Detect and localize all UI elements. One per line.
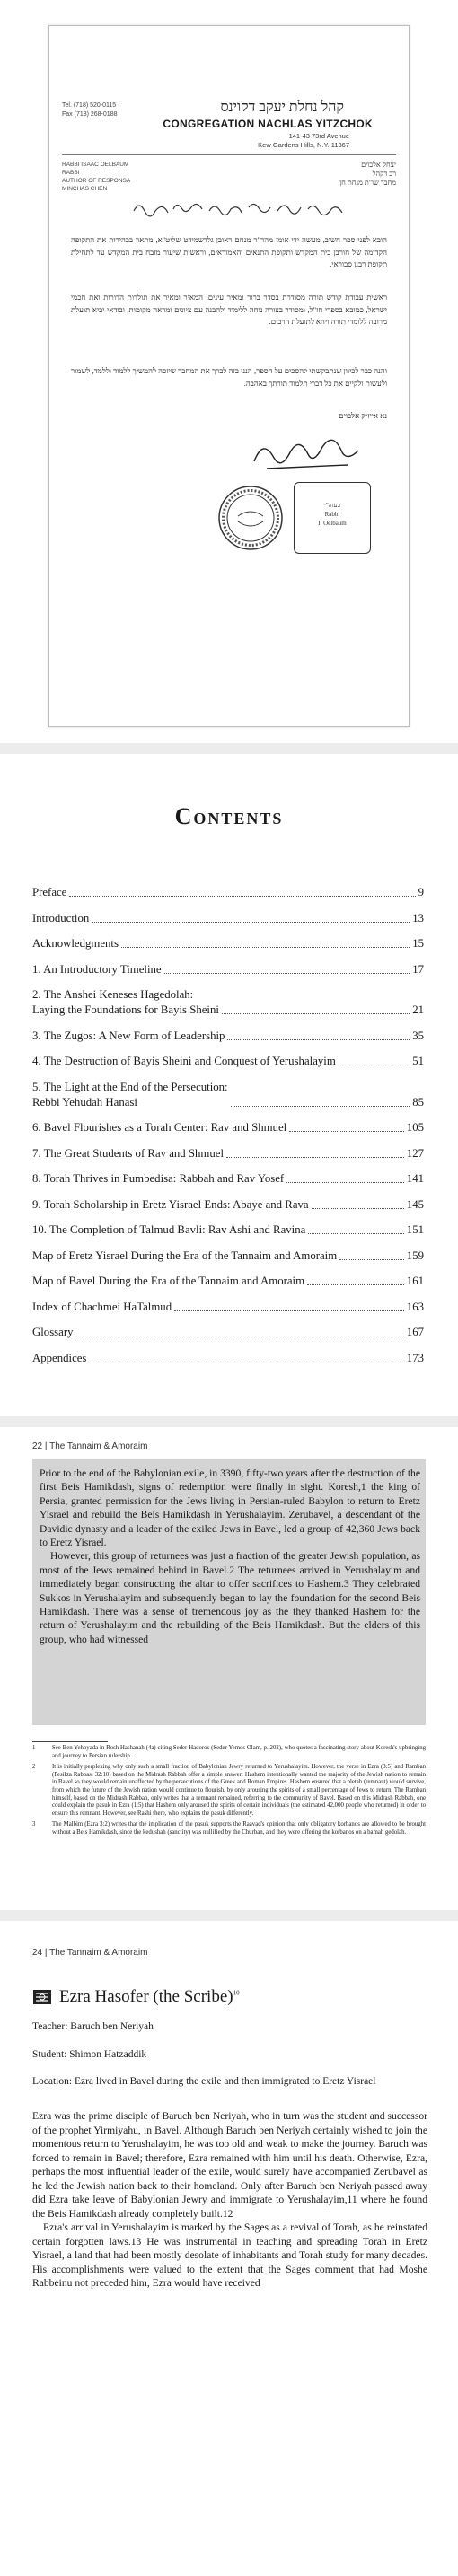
toc-item-title: Preface [32, 886, 67, 898]
toc-item-title: 5. The Light at the End of the Persecution: Rebbi Yehudah Hanasi [32, 1080, 228, 1108]
letterhead-rule [62, 154, 396, 155]
toc-item-title: Appendices [32, 1351, 87, 1364]
toc-leader-dots [92, 922, 410, 923]
contents-list [32, 885, 424, 1376]
toc-item [32, 936, 424, 951]
footnote-number: 2 [32, 1764, 36, 1771]
toc-item [32, 1274, 424, 1289]
toc-item-title: Map of Bavel During the Era of the Tannaim and Amoraim [32, 1275, 305, 1287]
letterhead-hebrew-name: קהל נחלת יעקב דקוינס [220, 100, 344, 115]
toc-item-title: 8. Torah Thrives in Pumbedisa: Rabbah and Rav Yosef [32, 1172, 285, 1185]
toc-item-title: 9. Torah Scholarship in Eretz Yisrael Ends: Abaye and Rava [32, 1197, 309, 1211]
toc-page-number: 13 [412, 911, 424, 924]
footnote-rule [32, 1741, 108, 1742]
toc-leader-dots [307, 1284, 404, 1285]
page-gap [0, 743, 458, 754]
handwritten-date-line [130, 195, 360, 222]
toc-item-title: Map of Eretz Yisrael During the Era of the Tannaim and Amoraim [32, 1249, 338, 1262]
toc-page-number: 161 [406, 1275, 424, 1287]
toc-leader-dots [286, 1182, 404, 1183]
approbation-letter-page [0, 0, 458, 743]
letterhead-rabbi-hebrew: יצחק אלבוים רב דקהל מחבר שו"ת מנחת חן [339, 161, 396, 187]
toc-leader-dots [231, 1106, 410, 1107]
toc-page-number: 141 [406, 1172, 424, 1185]
footnote [32, 1745, 426, 1760]
toc-item-title: 10. The Completion of Talmud Bavli: Rav Ashi and Ravina [32, 1223, 306, 1236]
toc-leader-dots [227, 1039, 410, 1040]
toc-leader-dots [308, 1233, 403, 1234]
section-heading [32, 1987, 240, 2007]
toc-leader-dots [289, 1131, 404, 1132]
toc-item [32, 1120, 424, 1135]
toc-item-title: 4. The Destruction of Bayis Sheini and Conquest of Yerushalayim [32, 1055, 336, 1067]
toc-page-number: 105 [406, 1121, 424, 1134]
body-paragraph: Ezra was the prime disciple of Baruch ben Neriyah, who in turn was the student and successor of the prophet Yirmiyahu, in Bavel. Although Baruch ben Neriyah certainly wished to join the momentous return to Yerushalayim, he was too old and weak to make the journey. Baruch was forced to remain in Bavel; therefore, Ezra remained with him until his death. Otherwise, Ezra, perhaps the most influential leader of the exile, would surely have accompanied Zerubavel as he led the Jewish nation back to their homeland. Only after Baruch ben Neriyah passed away did Ezra take leave of Babylonian Jewry and immigrate to Yerushalayim,11 where he found the Beis Hamikdash already completely built.12 [32, 2110, 427, 2220]
toc-item [32, 1171, 424, 1187]
toc-leader-dots [312, 1208, 404, 1209]
page-24 [0, 1921, 458, 2576]
letterhead-phone: Tel. (718) 520-0115 Fax (718) 268-0188 [62, 102, 118, 118]
letterhead-rabbi-english: RABBI ISAAC OELBAUM RABBI AUTHOR OF RESPONSA MINCHAS CHEN [62, 162, 131, 192]
toc-leader-dots [174, 1310, 404, 1311]
body-paragraph: However, this group of returnees was just a fraction of the greater Jewish population, as most of the Jews remained behind in Bavel.2 The returnees arrived in Yerushalayim and immediately began constructing the altar to offer sacrifices to Hashem.3 They celebrated Sukkos in Yerushalayim and subsequently began to lay the foundation for the second Beis Hamikdash. There was a sense of tremendous joy as the they thanked Hashem for the return of Yerushalayim and the rebuilding of the Beis Hamikdash. But the elders of this group, who had witnessed [40, 1550, 420, 1645]
letter-paragraph-3: והנה כבר לכיוון שנתבקשתי להסכים על הספר, הנני בזה לברך את המחבר שיזכה להמשיך ללמוד וללמד, לשמור ולעשות ולקיים את כל דברי תלמוד תורתך באהבה. [71, 366, 387, 388]
toc-page-number: 163 [406, 1300, 424, 1313]
letter-signature-name: נא אייזיק אלבוים [339, 411, 387, 420]
footnote [32, 1764, 426, 1818]
toc-item [32, 1029, 424, 1044]
toc-page-number: 85 [412, 1095, 424, 1108]
footnote [32, 1821, 426, 1836]
toc-item [32, 1054, 424, 1069]
toc-page-number: 127 [406, 1146, 424, 1160]
teacher-line: Teacher: Baruch ben Neriyah [32, 2021, 154, 2032]
toc-item-title: 3. The Zugos: A New Form of Leadership [32, 1029, 225, 1042]
toc-leader-dots [69, 896, 415, 897]
toc-item-title: Index of Chachmei HaTalmud [32, 1300, 172, 1313]
toc-item [32, 962, 424, 977]
toc-page-number: 51 [412, 1055, 424, 1067]
toc-item [32, 911, 424, 926]
rabbi-stamp: בעזה"י Rabbi I. Oelbaum [294, 482, 371, 554]
footnotes [32, 1745, 426, 1841]
toc-item [32, 1197, 424, 1213]
body-paragraph: Prior to the end of the Babylonian exile, in 3390, fifty-two years after the destruction of the first Beis Hamikdash, signs of redemption were finally in sight. Koresh,1 the king of Persia, granted permission for the Jews living in Persian-ruled Babylon to return to Eretz Yisrael and rebuild the Beis Hamikdash in Yerushalayim. Zerubavel, a descendant of the Davidic dynasty and a leader of the exiled Jews in Bavel, led a group of 42,360 Jews back to Eretz Yisrael. [40, 1468, 420, 1549]
toc-page-number: 145 [406, 1197, 424, 1211]
contents-title: Contents [174, 803, 284, 829]
toc-leader-dots [226, 1157, 404, 1158]
scroll-ornament-icon [32, 1989, 52, 2005]
letterhead-congregation: CONGREGATION NACHLAS YITZCHOK [163, 118, 373, 130]
toc-page-number: 159 [406, 1249, 424, 1262]
contents-page [0, 754, 458, 1416]
round-seal-icon [216, 484, 285, 552]
toc-item-title: Introduction [32, 911, 90, 924]
page-22 [0, 1427, 458, 1910]
toc-item-title: 1. An Introductory Timeline [32, 962, 162, 976]
toc-item-title: 7. The Great Students of Rav and Shmuel [32, 1146, 225, 1160]
toc-item [32, 1249, 424, 1264]
toc-item [32, 1146, 424, 1161]
toc-page-number: 21 [412, 1003, 424, 1016]
footnote-text: It is initially perplexing why only such a small fraction of Babylonian Jewry returned to Yerushalayim. However, the verse in Ezra (3:5) and Ramban (Pesikta Rabbasi 32:10) based on the Midrash Rabbah offer a simple answer: Hashem intentionally wanted the majority of the Jewish nation to remain in Bavel so they would remain unaffected by the persecutions of the Greek and Roman Empires. Hashem ensured that a pletah (remnant) would survive, from which the future of the Jewish nation would continue to flourish, by only arousing the spirits of a small percentage of Jews to return. The Ramban himself, based on the Midrash Rabbah, only writes that a remnant remained, referring to the community of Bavel. Based on this Midrash Rabbah, one could explain the pasuk in Ezra (1:5) that Hashem only aroused the spirits of certain individuals (the estimated 42,000 people who returned) in order to ensure this remnant. However, see Rashi there, who explains the pasuk differently. [52, 1764, 426, 1817]
page-gap [0, 1910, 458, 1921]
toc-page-number: 15 [412, 937, 424, 950]
toc-leader-dots [164, 973, 410, 974]
toc-leader-dots [121, 947, 410, 948]
toc-page-number: 173 [406, 1351, 424, 1364]
toc-item-title: Acknowledgments [32, 937, 119, 950]
body-text [40, 1467, 420, 1646]
toc-page-number: 167 [406, 1326, 424, 1338]
handwritten-signature [249, 434, 374, 475]
body-paragraph: Ezra's arrival in Yerushalayim is marked by the Sages as a revival of Torah, as he reinstated certain forgotten laws.13 He was instrumental in teaching and spreading Torah in Eretz Yisrael, a land that had been mostly desolate of inhabitants and Torah study for many decades. His accomplishments were valued to the extent that the Sages comment that had Moshe Rabbeinu not preceded him, Ezra would have received [32, 2221, 427, 2289]
footnote-text: See Ben Yehoyada in Rosh Hashanah (4a) citing Seder Hadoros (Seder Yemos Olam, p. 202), who quotes a fascinating story about Koresh's upbringing and journey to Persian rulership. [52, 1745, 426, 1759]
toc-item [32, 1080, 424, 1110]
toc-leader-dots [222, 1013, 410, 1014]
letterhead-sheet [48, 25, 410, 727]
toc-page-number: 17 [412, 962, 424, 976]
letter-paragraph-1: הובא לפני ספר חשוב, מעשה ידי אומן מהר"ר מנחם ראובן גלדשמידט שליט"א, מתאר בבהירות את התקופה הקדומה של חורבן בית המקדש ותקופת התנאים והאמוראים, וראשית שיעור מזבח בית המקדש עד לתחילת תקופת רבנן סבוראי. [71, 235, 387, 268]
running-head: 24 | The Tannaim & Amoraim [32, 1948, 148, 1958]
toc-item-title: Glossary [32, 1326, 74, 1338]
footnote-number: 3 [32, 1821, 36, 1828]
toc-item [32, 1351, 424, 1366]
toc-item [32, 987, 424, 1018]
letterhead-address: 141-43 73rd Avenue Kew Gardens Hills, N.Y. 11367 [258, 132, 349, 149]
toc-page-number: 151 [406, 1223, 424, 1236]
body-text [32, 2109, 427, 2291]
toc-page-number: 9 [418, 886, 424, 898]
toc-item-title: 6. Bavel Flourishes as a Torah Center: Rav and Shmuel [32, 1121, 287, 1134]
toc-item [32, 1300, 424, 1315]
toc-page-number: 35 [412, 1029, 424, 1042]
page-gap [0, 1416, 458, 1427]
footnote-number: 1 [32, 1745, 36, 1751]
running-head: 22 | The Tannaim & Amoraim [32, 1441, 148, 1451]
toc-item [32, 1325, 424, 1340]
toc-item [32, 1222, 424, 1238]
letter-paragraph-2: ראשית עבודת קודש תורה מסודרת בסדר ברור ומאיר עינים, המאיר ומאיר את תולדות הדורות ואת חכמי ישראל, כמובא בספרי חז"ל, ומסודר בצורה נוחה ללימוד ולהבנה עם ציונים ומראה מקומות, ובודאי יביא תועלת מרובה ללומדי תורה ויהא לתועלת הרבים. [71, 293, 387, 326]
toc-item-title: 2. The Anshei Keneses Hagedolah: Laying the Foundations for Bayis Sheini [32, 988, 219, 1016]
footnote-text: The Malbim (Ezra 3:2) writes that the implication of the pasuk supports the Raavad's opinion that only obligatory korbanos are allowed to be brought without a Beis Hamikdash, since the kedushah (sanctity) was nullified by the Churban, and they were offering the korbanos on a bamah gedolah. [52, 1821, 426, 1836]
toc-item [32, 885, 424, 900]
location-line: Location: Ezra lived in Bavel during the exile and then immigrated to Eretz Yisrael [32, 2076, 376, 2087]
section-title: Ezra Hasofer (the Scribe)$^{10}$ [59, 1987, 240, 2006]
toc-leader-dots [339, 1259, 404, 1260]
student-line: Student: Shimon Hatzaddik [32, 2049, 147, 2060]
